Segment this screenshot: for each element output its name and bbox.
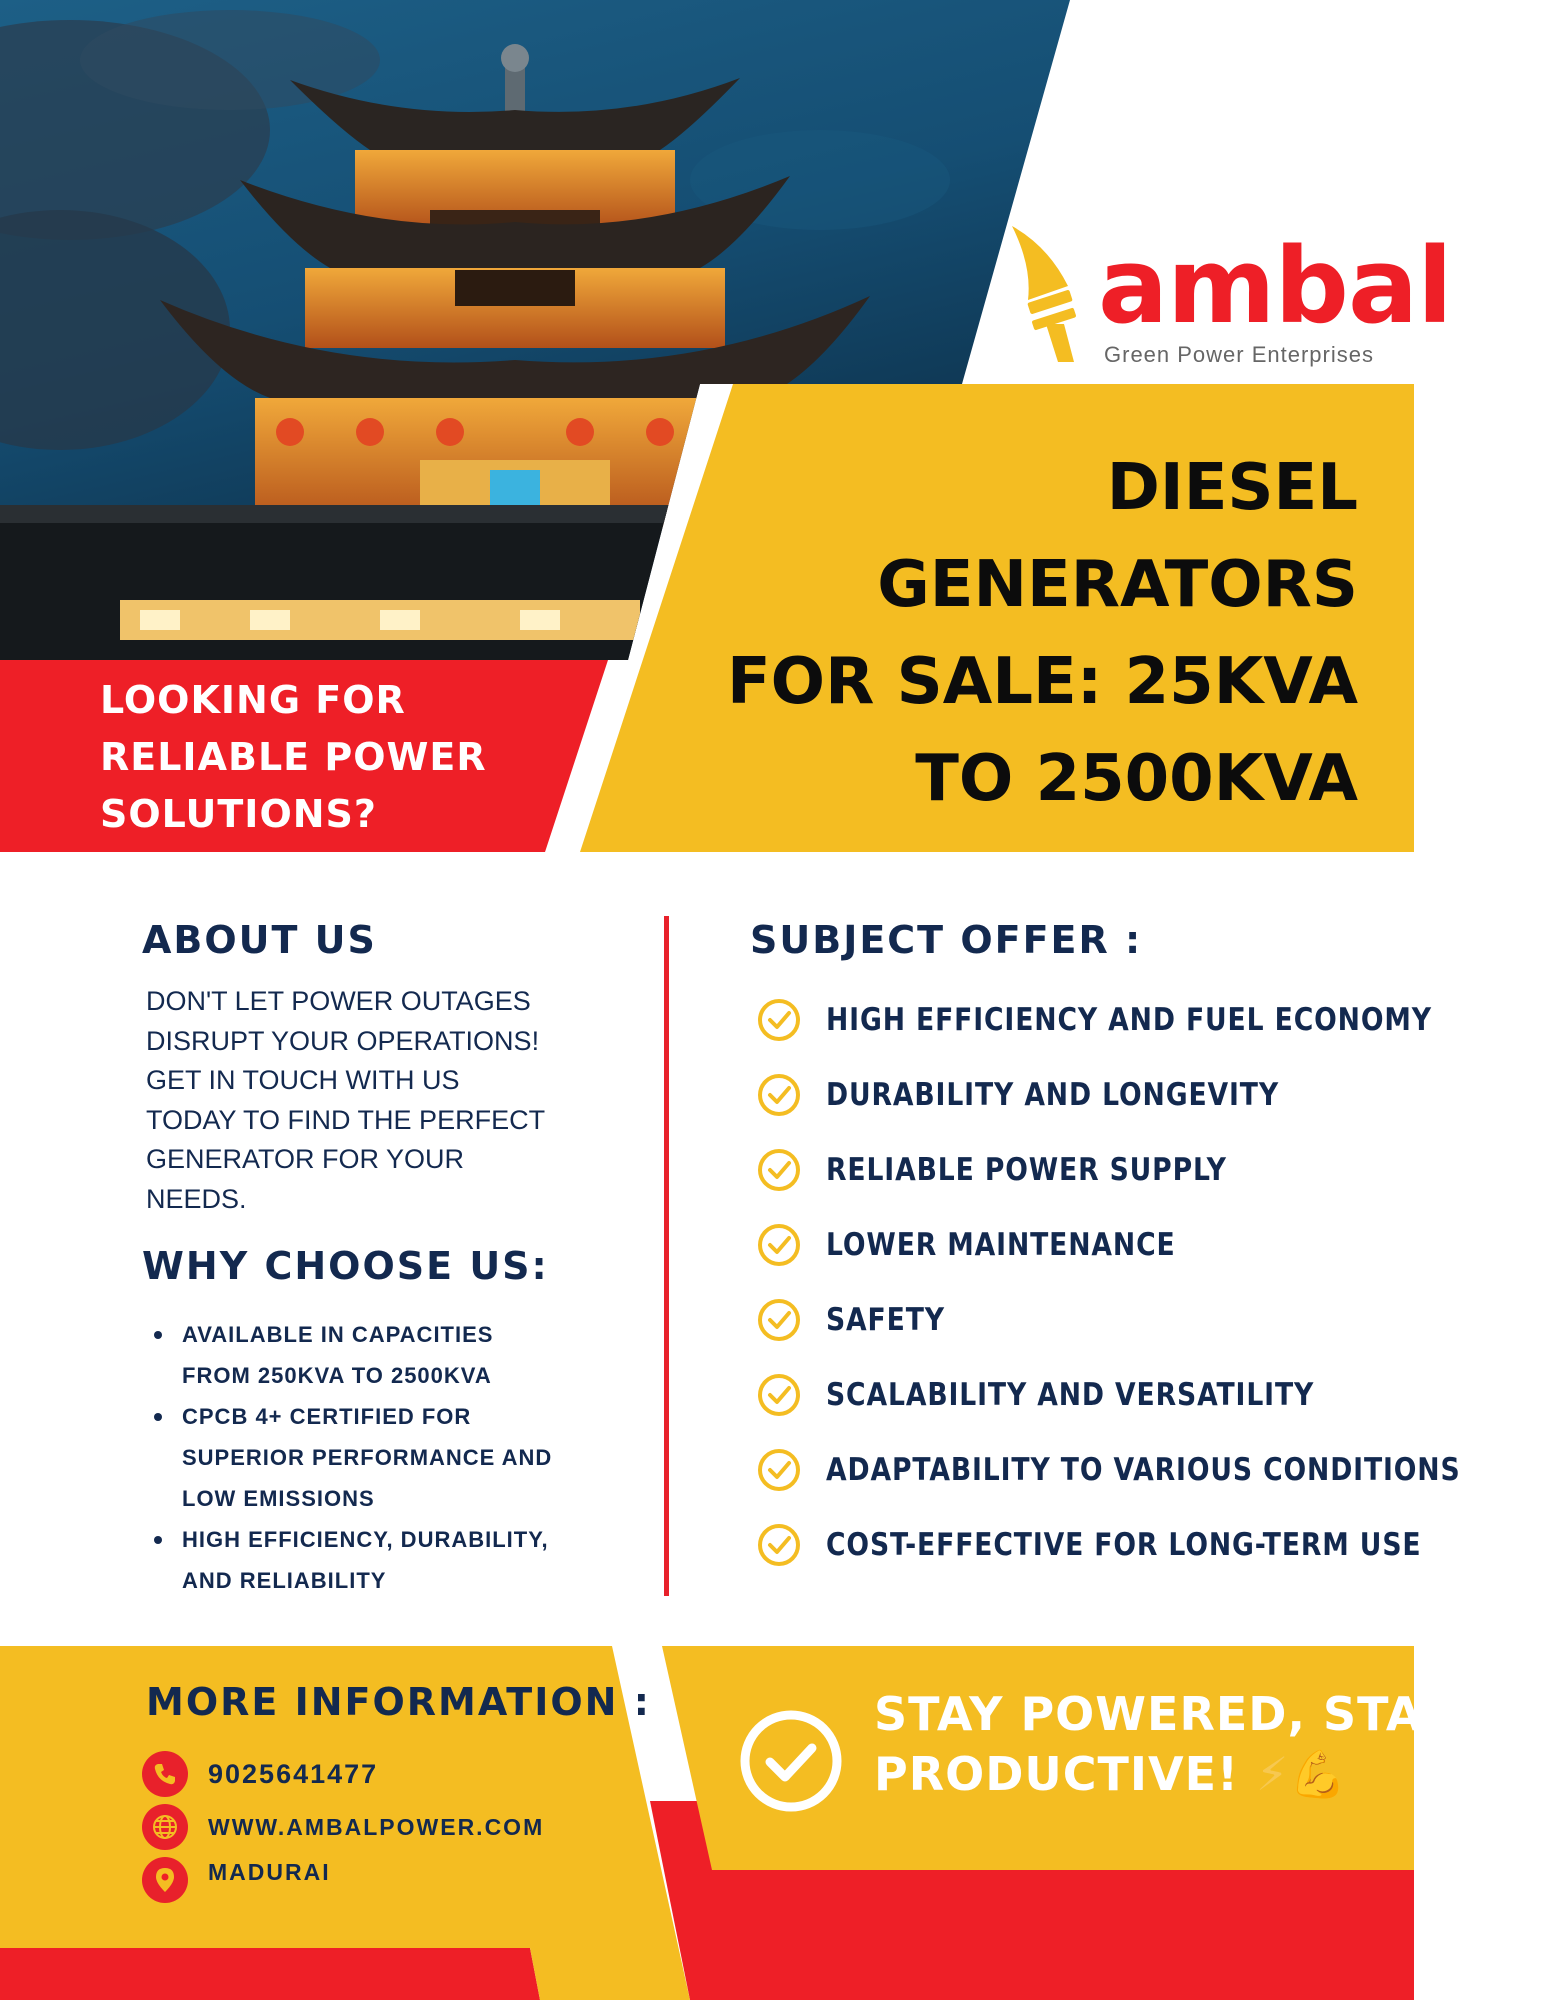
offer-label: SAFETY — [826, 1302, 945, 1338]
offer-label: LOWER MAINTENANCE — [826, 1227, 1176, 1263]
list-item — [756, 1440, 1564, 1515]
offer-list — [756, 990, 1564, 1590]
why-line: LOW EMISSIONS — [182, 1486, 375, 1511]
offer-label: SCALABILITY AND VERSATILITY — [826, 1377, 1315, 1413]
why-heading: WHY CHOOSE US: — [142, 1244, 549, 1288]
why-line: SUPERIOR PERFORMANCE AND — [182, 1445, 553, 1470]
check-circle-icon — [756, 1522, 802, 1568]
why-line: CPCB 4+ CERTIFIED FOR — [182, 1404, 472, 1429]
about-line: DISRUPT YOUR OPERATIONS! — [146, 1025, 540, 1056]
brand-name: ambal — [1098, 225, 1452, 347]
why-line: FROM 250KVA TO 2500KVA — [182, 1363, 492, 1388]
offer-label: RELIABLE POWER SUPPLY — [826, 1152, 1227, 1188]
check-circle-icon — [738, 1708, 844, 1814]
about-heading: ABOUT US — [142, 918, 377, 962]
check-circle-icon — [756, 1222, 802, 1268]
headline-line: GENERATORS — [877, 548, 1358, 622]
list-item — [146, 1396, 616, 1519]
list-item — [146, 1519, 616, 1601]
headline-line: DIESEL — [1106, 451, 1358, 525]
website-link[interactable]: WWW.AMBALPOWER.COM — [208, 1813, 545, 1840]
why-line: HIGH EFFICIENCY, DURABILITY, — [182, 1527, 549, 1552]
check-circle-icon — [756, 1147, 802, 1193]
check-circle-icon — [756, 1372, 802, 1418]
list-item — [146, 1314, 616, 1396]
lightning-muscle-emoji: ⚡💪 — [1256, 1747, 1348, 1801]
kicker-line: LOOKING FOR — [100, 678, 406, 722]
list-item — [756, 1365, 1564, 1440]
list-item — [756, 1065, 1564, 1140]
slogan — [874, 1684, 1453, 1804]
about-line: GET IN TOUCH WITH US — [146, 1065, 460, 1095]
headline — [678, 440, 1358, 828]
location-pin-icon — [142, 1857, 188, 1903]
contact-website[interactable] — [142, 1803, 544, 1851]
list-item — [756, 1290, 1564, 1365]
why-line: AVAILABLE IN CAPACITIES — [182, 1322, 494, 1347]
check-circle-icon — [756, 997, 802, 1043]
offer-label: DURABILITY AND LONGEVITY — [826, 1077, 1280, 1113]
offer-label: ADAPTABILITY TO VARIOUS CONDITIONS — [826, 1452, 1461, 1488]
about-line: TODAY TO FIND THE PERFECT — [146, 1104, 546, 1135]
contact-phone[interactable] — [142, 1750, 378, 1798]
headline-line: FOR SALE: 25KVA — [726, 645, 1358, 719]
kicker-text — [100, 672, 520, 843]
headline-line: TO 2500KVA — [915, 742, 1358, 816]
phone-icon — [142, 1751, 188, 1797]
brand-tagline: Green Power Enterprises — [1104, 342, 1374, 367]
contact-location — [142, 1856, 331, 1904]
column-divider — [664, 916, 669, 1596]
list-item — [756, 1140, 1564, 1215]
about-text — [146, 982, 606, 1219]
check-circle-icon — [756, 1447, 802, 1493]
more-info-heading: MORE INFORMATION : — [146, 1680, 651, 1724]
slogan-text: PRODUCTIVE! — [874, 1747, 1240, 1801]
torch-logo-icon — [1008, 226, 1078, 366]
why-line: AND RELIABILITY — [182, 1568, 387, 1593]
kicker-line: RELIABLE POWER — [100, 735, 487, 779]
phone-number[interactable]: 9025641477 — [208, 1758, 379, 1789]
slogan-line: STAY POWERED, STAY — [874, 1687, 1453, 1741]
offer-label: COST-EFFECTIVE FOR LONG-TERM USE — [826, 1527, 1422, 1563]
check-circle-icon — [756, 1297, 802, 1343]
kicker-line: SOLUTIONS? — [100, 792, 377, 836]
about-line: DON'T LET POWER OUTAGES — [146, 986, 531, 1016]
why-list — [146, 1314, 616, 1601]
globe-icon — [142, 1804, 188, 1850]
list-item — [756, 1515, 1564, 1590]
location-text: MADURAI — [208, 1858, 331, 1885]
check-circle-icon — [756, 1072, 802, 1118]
about-line: GENERATOR FOR YOUR — [146, 1144, 465, 1174]
offer-label: HIGH EFFICIENCY AND FUEL ECONOMY — [826, 1002, 1432, 1038]
about-line: NEEDS. — [146, 1183, 247, 1214]
list-item — [756, 1215, 1564, 1290]
offer-heading: SUBJECT OFFER : — [750, 918, 1143, 962]
list-item — [756, 990, 1564, 1065]
slogan-line-2 — [874, 1744, 1374, 1804]
